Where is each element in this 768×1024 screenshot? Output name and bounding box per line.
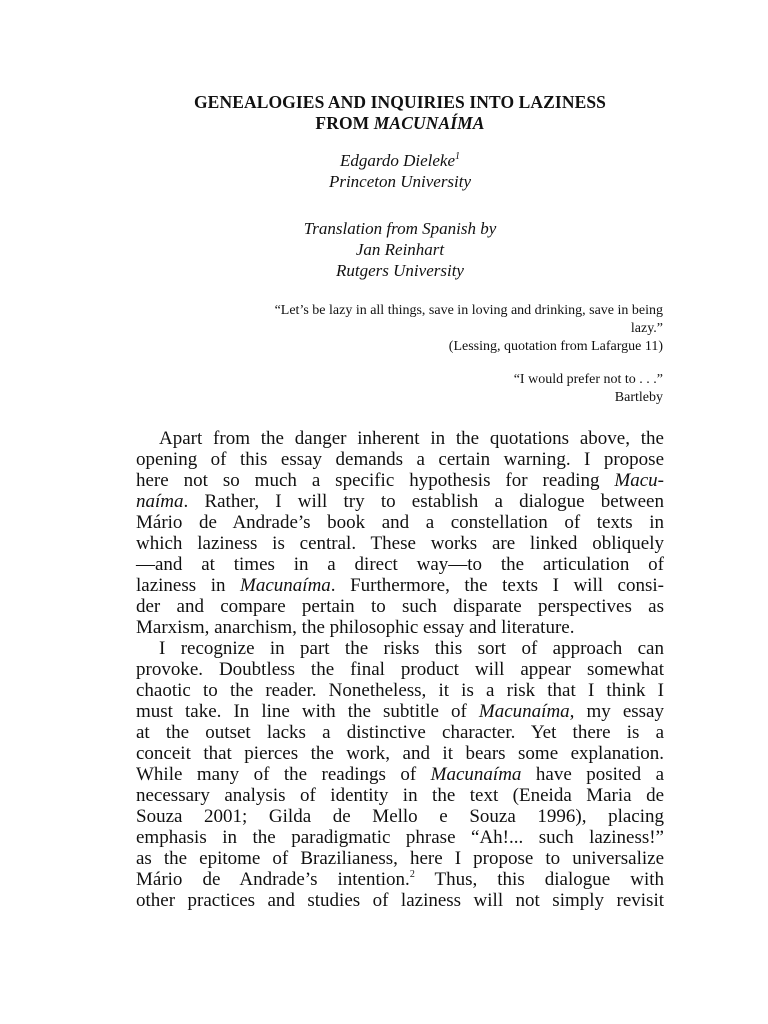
article-title xyxy=(100,92,700,134)
body-line: naíma. Rather, I will try to establish a dialogue between xyxy=(136,491,664,512)
body-line: at the outset lacks a distinctive character. Yet there is a xyxy=(136,722,664,743)
title-line-2 xyxy=(100,113,700,134)
epigraph-attribution: (Lessing, quotation from Lafargue 11) xyxy=(448,339,663,354)
italic-title: Macu- xyxy=(614,470,664,491)
body-line: laziness in Macunaíma. Furthermore, the texts I will consi- xyxy=(136,575,664,596)
body-line: While many of the readings of Macunaíma have posited a xyxy=(136,764,664,785)
translator-affiliation: Rutgers University xyxy=(336,261,464,280)
body-line: Apart from the danger inherent in the quotations above, the xyxy=(159,428,664,449)
author-affiliation: Princeton University xyxy=(328,172,472,191)
body-line: opening of this essay demands a certain warning. I propose xyxy=(136,449,664,470)
body-line: conceit that pierces the work, and it bears some explanation. xyxy=(136,743,664,764)
author-name: Edgardo Dieleke xyxy=(339,151,456,170)
body-line: necessary analysis of identity in the text (Eneida Maria de xyxy=(136,785,664,806)
epigraph-quote-line: lazy.” xyxy=(630,321,663,336)
footnote-mark[interactable]: 2 xyxy=(409,869,415,880)
italic-title: naíma xyxy=(136,491,184,512)
body-line: Marxism, anarchism, the philosophic essay and literature. xyxy=(136,617,575,638)
body-line: which laziness is central. These works are linked obliquely xyxy=(136,533,664,554)
epigraph-1 xyxy=(163,302,663,356)
body-line: Mário de Andrade’s intention.$^2$ Thus, this dialogue with xyxy=(136,869,664,890)
body-line: must take. In line with the subtitle of Macunaíma, my essay xyxy=(136,701,664,722)
body-line: —and at times in a direct way—to the articulation of xyxy=(136,554,664,575)
author-block xyxy=(100,150,700,192)
epigraph-quote: “I would prefer not to . . .” xyxy=(513,372,663,387)
italic-title: Macunaíma, xyxy=(478,701,575,722)
translator-name: Jan Reinhart xyxy=(355,240,445,259)
body-line: provoke. Doubtless the final product will appear somewhat xyxy=(136,659,664,680)
body-line: other practices and studies of laziness will not simply revisit xyxy=(136,890,664,911)
title-line-1: GENEALOGIES AND INQUIRIES INTO LAZINESS xyxy=(193,92,607,112)
body-line: der and compare pertain to such disparate perspectives as xyxy=(136,596,664,617)
translation-block xyxy=(100,218,700,281)
body-text xyxy=(136,428,664,911)
body-line: chaotic to the reader. Nonetheless, it is a risk that I think I xyxy=(136,680,664,701)
paragraph-2 xyxy=(136,638,664,911)
body-line: Mário de Andrade’s book and a constellation of texts in xyxy=(136,512,664,533)
body-line: I recognize in part the risks this sort of approach can xyxy=(159,638,664,659)
italic-title: Macunaíma xyxy=(240,575,331,596)
body-line: Souza 2001; Gilda de Mello e Souza 1996), placing xyxy=(136,806,664,827)
body-line: emphasis in the paradigmatic phrase “Ah!... such laziness!” xyxy=(136,827,664,848)
translation-credit: Translation from Spanish by xyxy=(303,219,497,238)
body-line: as the epitome of Brazilianess, here I propose to universalize xyxy=(136,848,664,869)
italic-title: Macunaíma xyxy=(430,764,522,785)
epigraph-attribution: Bartleby xyxy=(614,390,663,405)
paragraph-1 xyxy=(136,428,664,638)
title-italic: MACUNAÍMA xyxy=(373,113,485,133)
epigraph-quote-line: “Let’s be lazy in all things, save in loving and drinking, save in being xyxy=(274,303,663,318)
title-prefix: FROM xyxy=(315,113,374,133)
epigraph-2 xyxy=(363,371,663,407)
body-line: here not so much a specific hypothesis for reading Macu- xyxy=(136,470,664,491)
author-name-line xyxy=(100,150,700,171)
footnote-mark[interactable]: 1 xyxy=(455,151,461,162)
